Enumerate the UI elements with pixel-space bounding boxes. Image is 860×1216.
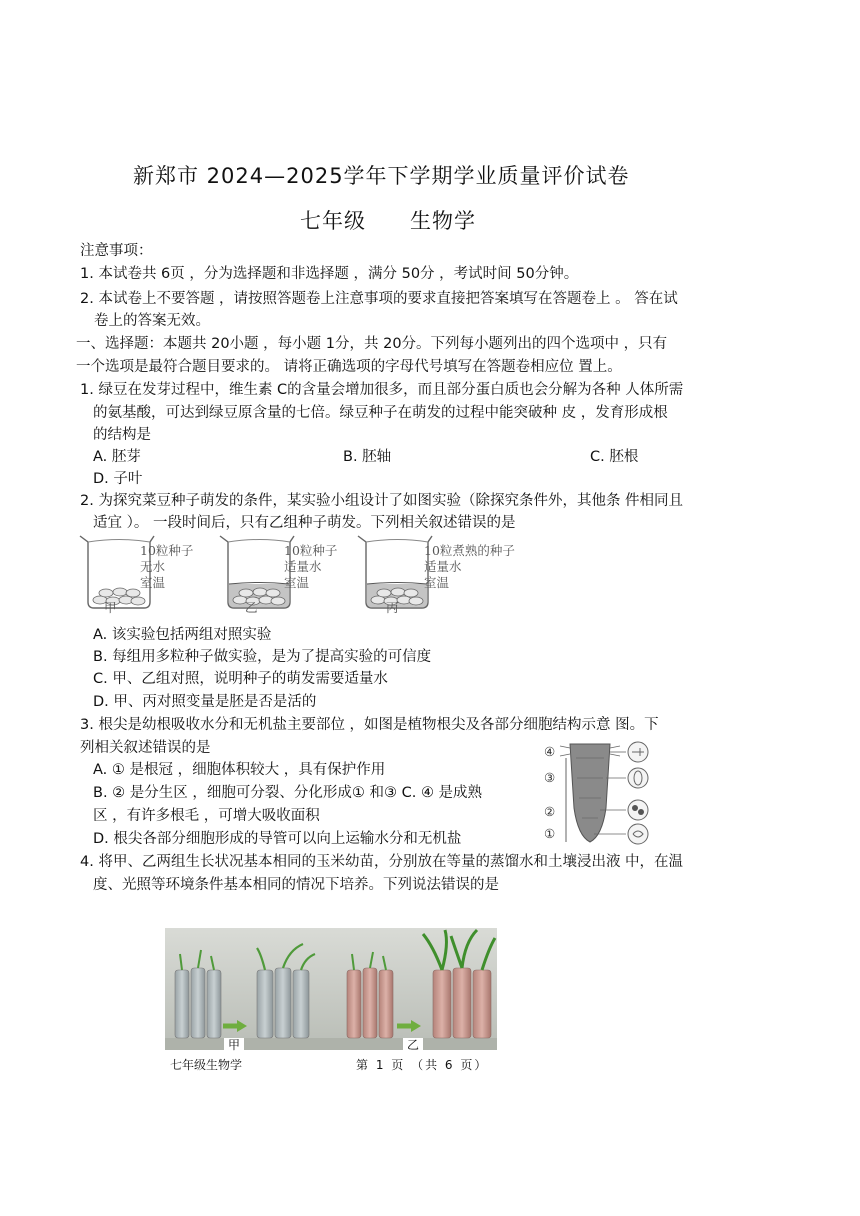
q4-group-b-label: 乙 xyxy=(403,1038,423,1052)
q2-option-c: C. 甲、乙组对照，说明种子的萌发需要适量水 xyxy=(93,671,388,687)
beaker-jia-name: 甲 xyxy=(104,600,117,615)
root-label-2: ② xyxy=(544,804,556,819)
q4-seedling-photo xyxy=(165,928,497,1050)
notice-item-2-line-2: 卷上的答案无效。 xyxy=(94,313,210,329)
beaker-jia-label-1: 10粒种子 xyxy=(140,543,194,558)
q3-option-b-line-1: B. ② 是分生区 ，细胞可分裂、分化形成① 和③ C. ④ 是成熟 xyxy=(93,785,483,801)
beaker-bing-label-2: 适量水 xyxy=(424,559,462,574)
root-label-1: ① xyxy=(544,826,556,841)
q1-stem-line-3: 的结构是 xyxy=(93,427,151,443)
q3-option-d: D. 根尖各部分细胞形成的导管可以向上运输水分和无机盐 xyxy=(93,831,462,847)
q4-group-a-label: 甲 xyxy=(224,1038,244,1052)
beaker-jia-label-3: 室温 xyxy=(140,575,166,590)
beaker-bing-label-1: 10粒煮熟的种子 xyxy=(424,543,515,558)
q3-stem-line-1: 3. 根尖是幼根吸收水分和无机盐主要部位 ，如图是植物根尖及各部分细胞结构示意 图。下 xyxy=(80,717,659,733)
section-1-line-2: 一个选项是最符合题目要求的。 请将正确选项的字母代号填写在答题卷相应位 置上。 xyxy=(76,359,622,375)
beaker-bing-label-3: 室温 xyxy=(424,575,450,590)
q1-option-d: D. 子叶 xyxy=(93,471,143,487)
subject-label: 生物学 xyxy=(410,209,476,233)
page-title: 新郑市 2024—2025学年下学期学业质量评价试卷 xyxy=(133,164,630,188)
beaker-yi-name: 乙 xyxy=(245,600,258,615)
beaker-bing xyxy=(358,536,432,608)
q1-stem-line-2: 的氨基酸，可达到绿豆原含量的七倍。绿豆种子在萌发的过程中能突破种 皮 ，发育形成根 xyxy=(93,405,668,421)
q2-option-d: D. 甲、丙对照变量是胚是否是活的 xyxy=(93,694,317,710)
q1-option-b: B. 胚轴 xyxy=(343,449,392,465)
beaker-jia-label-2: 无水 xyxy=(140,559,166,574)
q3-stem-line-2: 列相关叙述错误的是 xyxy=(80,740,211,756)
q4-stem-line-2: 度、光照等环境条件基本相同的情况下培养。下列说法错误的是 xyxy=(93,877,499,893)
section-1-line-1: 一、选择题：本题共 20小题 ，每小题 1分，共 20分。下列每小题列出的四个选项中 ，只有 xyxy=(76,336,668,352)
q1-option-a: A. 胚芽 xyxy=(93,449,141,465)
root-label-4: ④ xyxy=(544,744,556,759)
q2-option-b: B. 每组用多粒种子做实验，是为了提高实验的可信度 xyxy=(93,649,432,665)
q3-option-a: A. ① 是根冠 ，细胞体积较大 ，具有保护作用 xyxy=(93,762,386,778)
q2-option-a: A. 该实验包括两组对照实验 xyxy=(93,627,272,643)
footer-left: 七年级生物学 xyxy=(170,1058,243,1072)
beaker-yi-label-3: 室温 xyxy=(284,575,310,590)
beaker-yi-label-1: 10粒种子 xyxy=(284,543,338,558)
notice-heading: 注意事项： xyxy=(80,243,153,259)
notice-item-1: 1. 本试卷共 6页 ，分为选择题和非选择题 ，满分 50分 ，考试时间 50分钟。 xyxy=(80,266,579,282)
q2-stem-line-2: 适宜 ）。 一段时间后，只有乙组种子萌发。下列相关叙述错误的是 xyxy=(93,515,516,531)
beaker-yi xyxy=(220,536,294,608)
q3-option-b-line-2: 区 ，有许多根毛 ，可增大吸收面积 xyxy=(93,808,320,824)
beaker-yi-label-2: 适量水 xyxy=(284,559,322,574)
q3-root-tip-figure xyxy=(540,738,658,848)
root-label-3: ③ xyxy=(544,770,556,785)
q2-stem-line-1: 2. 为探究菜豆种子萌发的条件，某实验小组设计了如图实验（除探究条件外，其他条 件相同且 xyxy=(80,493,684,509)
grade-label: 七年级 xyxy=(300,209,366,233)
q4-stem-line-1: 4. 将甲、乙两组生长状况基本相同的玉米幼苗，分别放在等量的蒸馏水和土壤浸出液 中，在温 xyxy=(80,854,684,870)
q1-option-c: C. 胚根 xyxy=(590,449,639,465)
page-number: 第 1 页 （共 6 页） xyxy=(356,1058,489,1072)
q1-stem-line-1: 1. 绿豆在发芽过程中，维生素 C的含量会增加很多，而且部分蛋白质也会分解为各种 人体所需 xyxy=(80,382,684,398)
beaker-bing-name: 丙 xyxy=(386,600,399,615)
notice-item-2-line-1: 2. 本试卷上不要答题 ，请按照答题卷上注意事项的要求直接把答案填写在答题卷上 。 答在试 xyxy=(80,291,678,307)
